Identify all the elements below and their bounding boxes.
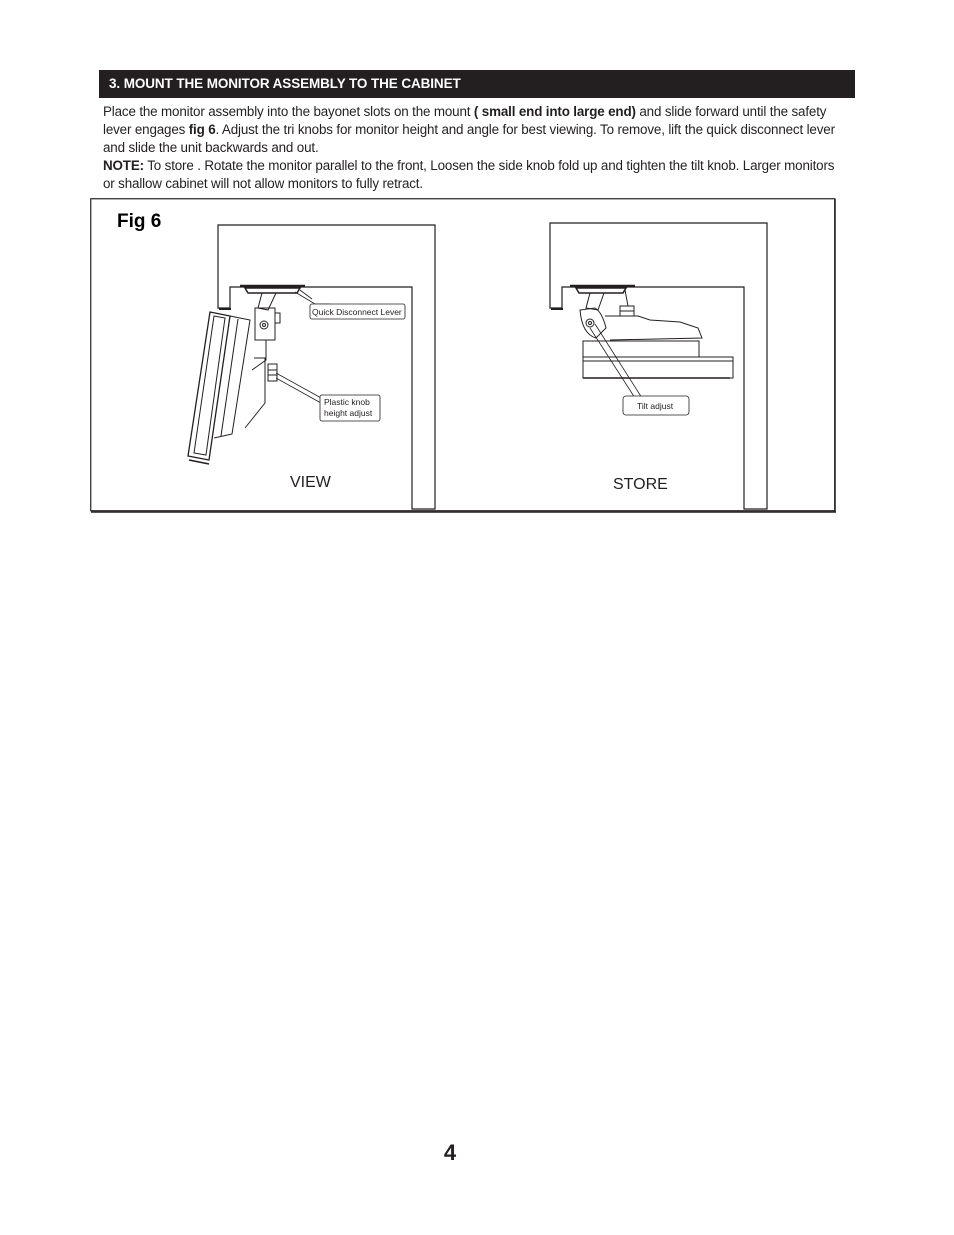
- page-number: 4: [443, 1140, 457, 1165]
- note-paragraph: [103, 157, 848, 193]
- label-tilt-adjust: Tilt adjust: [637, 401, 674, 411]
- callout-plastic-knob: [276, 373, 380, 421]
- instr-text-1: Place the monitor assembly into the bayonet slots on the mount: [103, 104, 474, 119]
- callout-tilt-adjust: [590, 324, 689, 415]
- store-mount-assembly: [570, 286, 733, 378]
- label-knob-line1: Plastic knob: [324, 397, 370, 407]
- instr-bold-fig-ref: fig 6: [188, 122, 216, 137]
- instr-text-2: and slide forward until the safety lever engages: [103, 104, 827, 137]
- instructions-paragraph: [103, 103, 848, 157]
- instr-bold-1: ( small end into large end): [473, 104, 636, 119]
- note-text: To store . Rotate the monitor parallel to the front, Loosen the side knob fold up and tighten the tilt knob. Larger monitors or shallow cabinet will not allow monitors to fully retract.: [103, 158, 835, 191]
- note-label: NOTE:: [103, 158, 144, 173]
- instructions-text: [103, 103, 848, 193]
- view-cabinet: [218, 225, 435, 509]
- view-mount-assembly: [188, 286, 305, 464]
- figure-6-drawing: [90, 198, 836, 513]
- figure-title: Fig 6: [117, 211, 162, 232]
- figure-frame: [91, 199, 835, 511]
- label-knob-line2: height adjust: [324, 408, 373, 418]
- section-heading: 3. MOUNT THE MONITOR ASSEMBLY TO THE CABINET: [99, 70, 855, 98]
- callout-quick-disconnect: [295, 290, 405, 319]
- instr-text-3: . Adjust the tri knobs for monitor height and angle for best viewing. To remove, lift the quick disconnect lever and slide the unit backwards and out.: [103, 122, 835, 155]
- caption-view: VIEW: [290, 474, 331, 491]
- figure-6: [90, 198, 836, 513]
- label-quick-disconnect: Quick Disconnect Lever: [312, 307, 402, 317]
- caption-store: STORE: [613, 476, 668, 493]
